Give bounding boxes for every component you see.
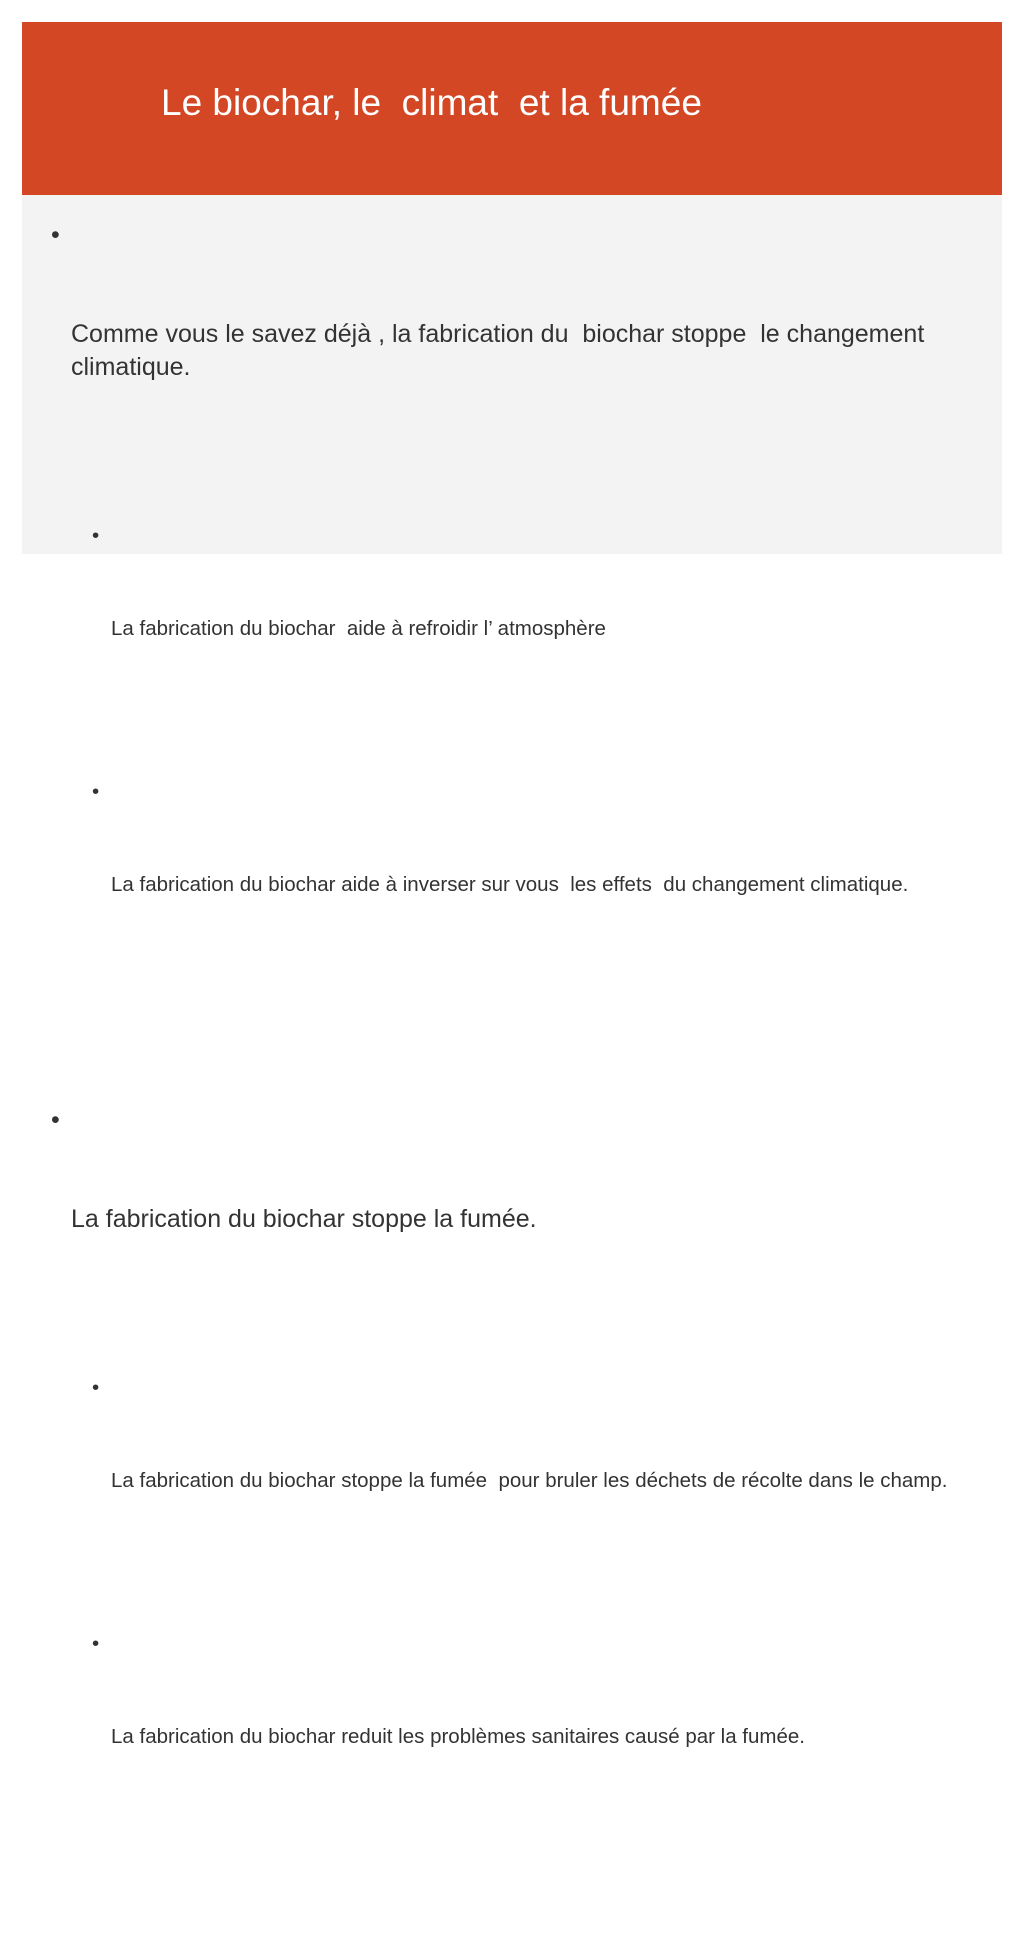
bullet-icon: •: [92, 780, 100, 803]
sub-bullet-text: La fabrication du biochar reduit les problèmes sanitaires causé par la fumée.: [111, 1725, 805, 1748]
sub-bullet-list: [71, 1306, 985, 1880]
sub-bullet-point: [71, 776, 985, 962]
bullet-text: Comme vous le savez déjà , la fabrication du biochar stoppe le changement climatique.: [71, 320, 932, 381]
bullet-list: [50, 219, 985, 1946]
sub-bullet-list: [71, 454, 985, 1028]
sub-bullet-point: [71, 1628, 985, 1814]
slide: [22, 22, 1002, 1748]
sub-bullet-text: La fabrication du biochar aide à inverser sur vous les effets du changement climatique.: [111, 873, 909, 896]
bullet-point: [50, 1104, 985, 1946]
sub-bullet-point: [71, 1372, 985, 1558]
bullet-point: [50, 219, 985, 1094]
sub-bullet-text: La fabrication du biochar stoppe la fumée pour bruler les déchets de récolte dans le champ.: [111, 1469, 948, 1492]
slide-title: Le biochar, le climat et la fumée: [161, 82, 702, 123]
bullet-text: La fabrication du biochar stoppe la fumée.: [71, 1205, 537, 1233]
bullet-icon: •: [92, 524, 100, 547]
sub-bullet-point: [71, 520, 985, 706]
bullet-icon: •: [51, 221, 60, 249]
bullet-icon: •: [92, 1632, 100, 1655]
title-banner: [22, 22, 1002, 195]
bullet-icon: •: [51, 1106, 60, 1134]
slide-content: [50, 219, 985, 1946]
sub-bullet-text: La fabrication du biochar aide à refroidir l’ atmosphère: [111, 617, 606, 640]
bullet-icon: •: [92, 1376, 100, 1399]
